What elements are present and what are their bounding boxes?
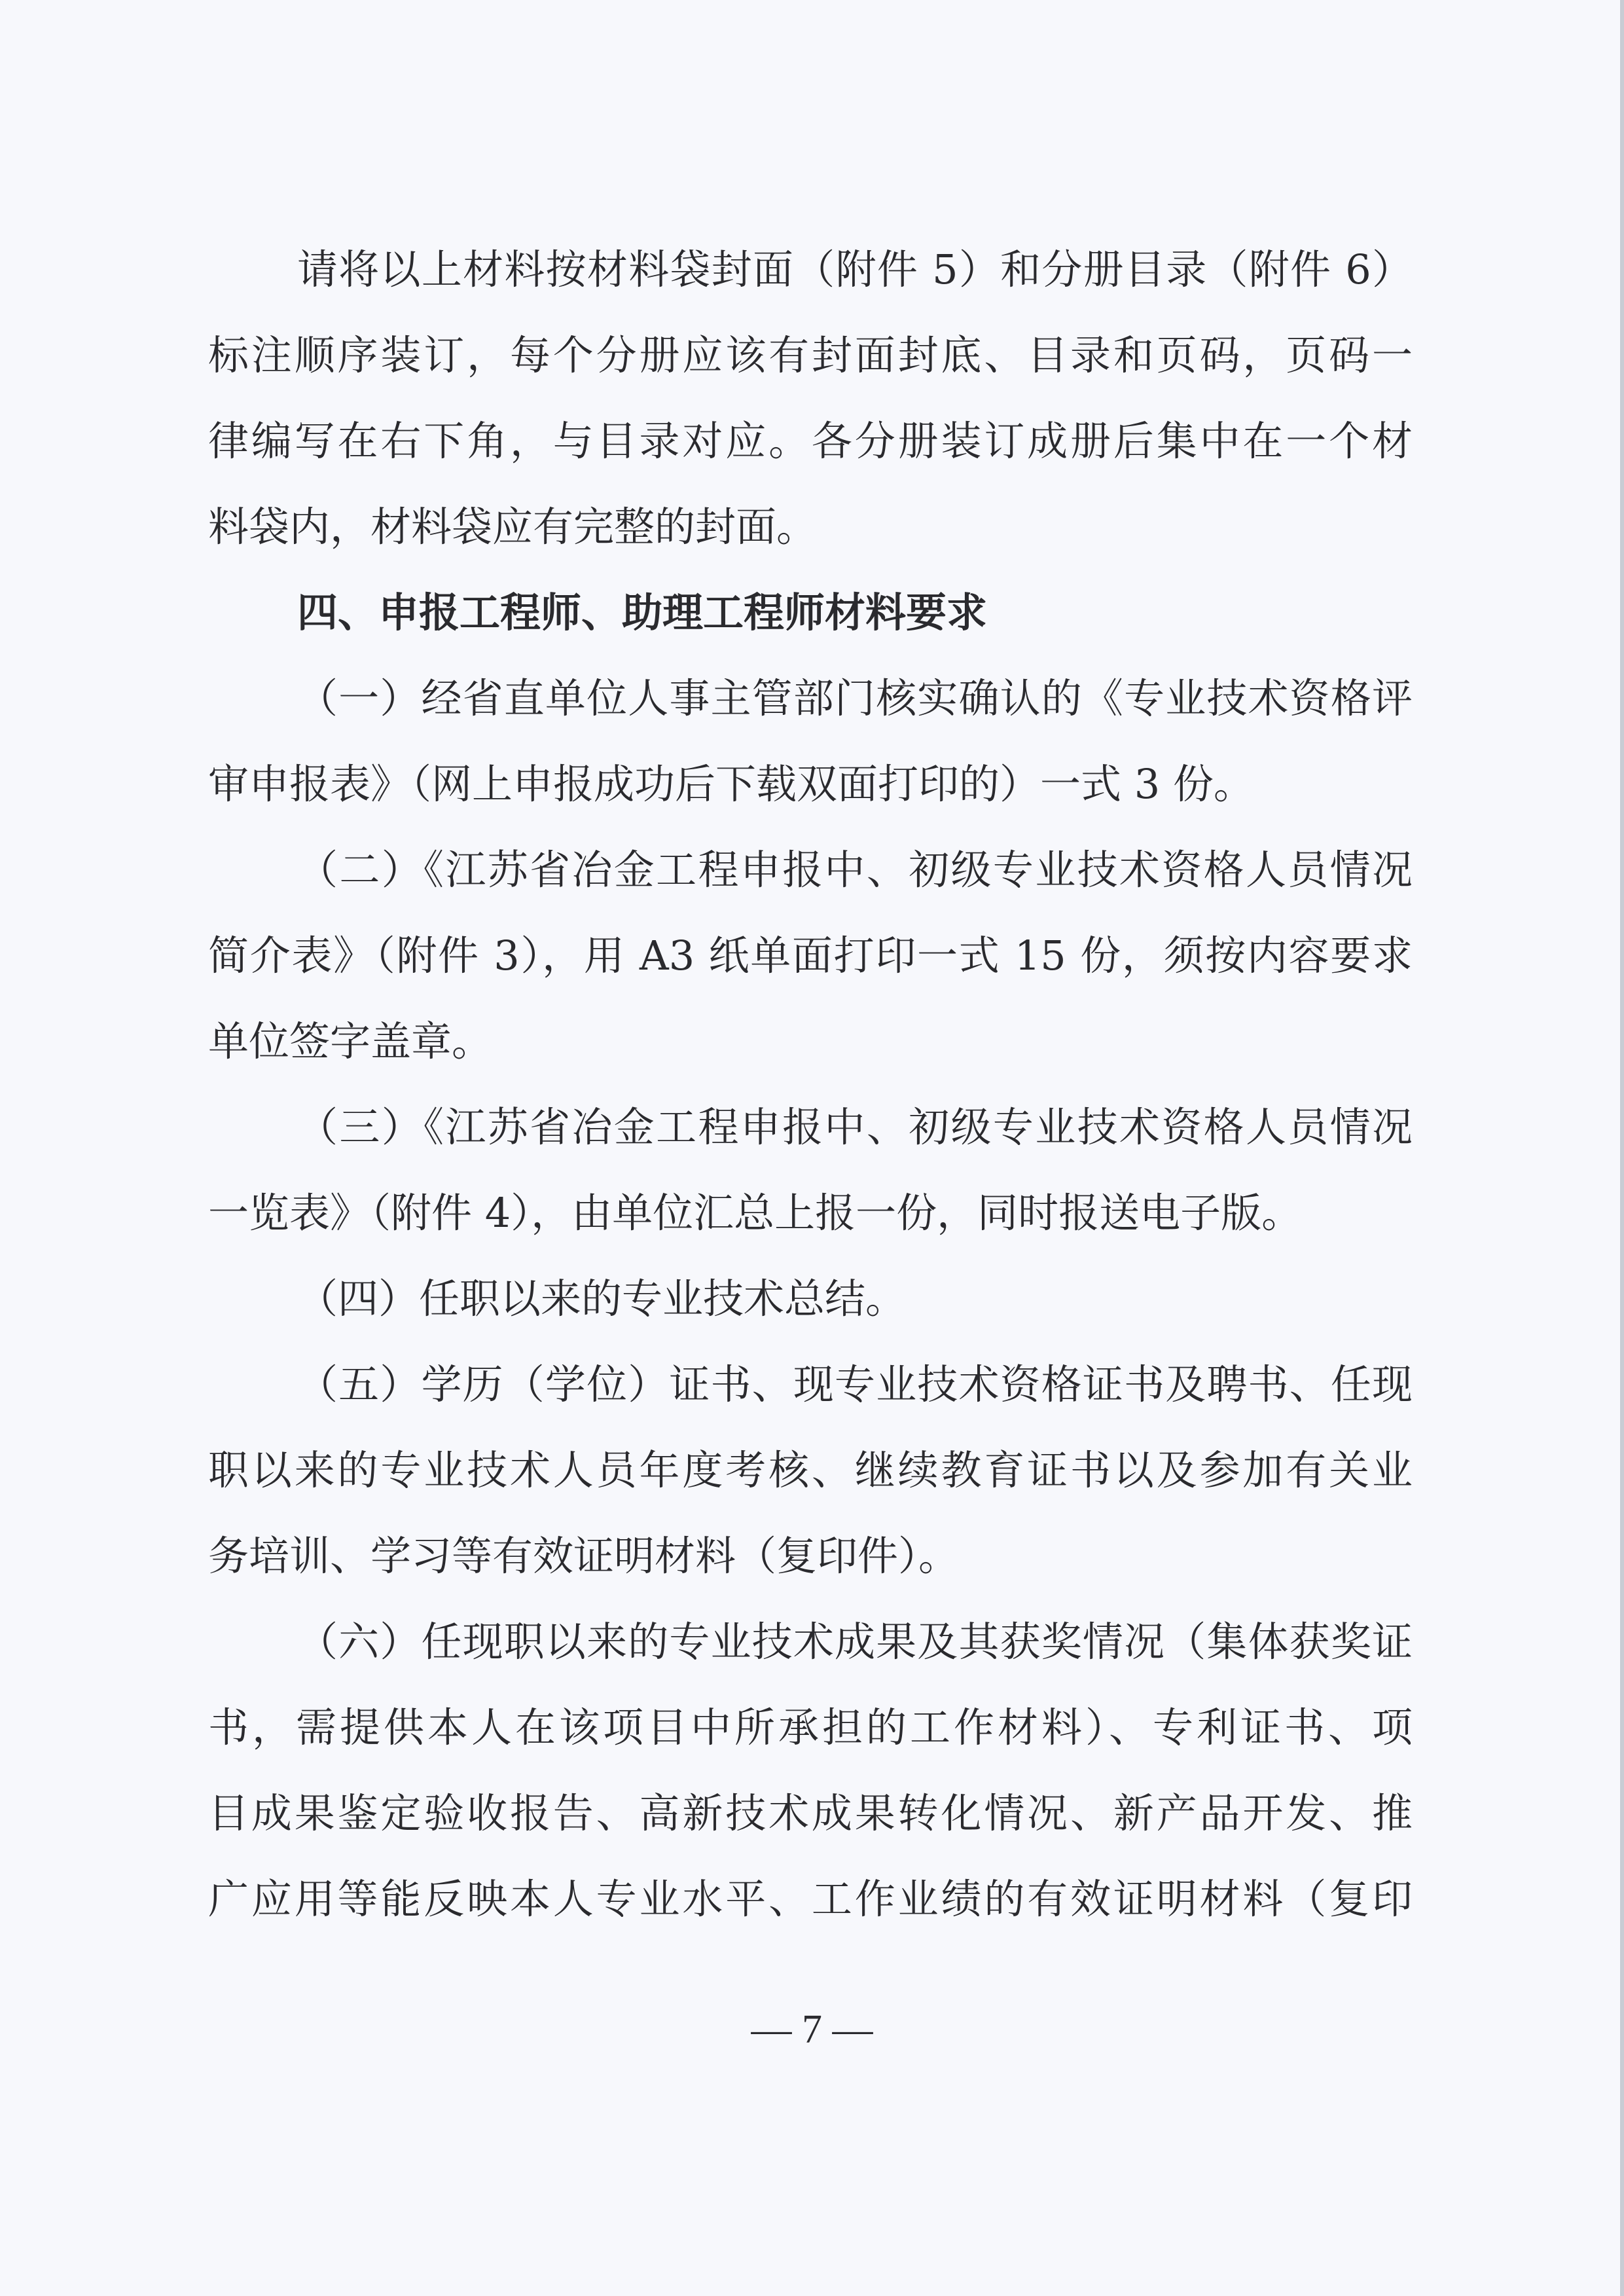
paragraph-line: 料袋内，材料袋应有完整的封面。 [208,503,818,551]
paragraph-line: （六）任现职以来的专业技术成果及其获奖情况（集体获奖证 [297,1618,1413,1666]
paragraph-line: 务培训、学习等有效证明材料（复印件）。 [208,1532,960,1580]
page-edge-divider [1620,0,1624,2296]
paragraph-line: （二）《江苏省冶金工程申报中、初级专业技术资格人员情况 [297,846,1413,894]
paragraph-line: 标注顺序装订，每个分册应该有封面封底、目录和页码，页码一 [208,331,1413,379]
paragraph-line: 目成果鉴定验收报告、高新技术成果转化情况、新产品开发、推 [208,1789,1413,1837]
section-heading: 四、申报工程师、助理工程师材料要求 [297,589,988,636]
paragraph-line: 职以来的专业技术人员年度考核、继续教育证书以及参加有关业 [208,1446,1413,1494]
paragraph-line: 一览表》（附件 4），由单位汇总上报一份，同时报送电子版。 [208,1189,1303,1237]
paragraph-line: 书，需提供本人在该项目中所承担的工作材料）、专利证书、项 [208,1704,1413,1751]
page-number: — 7 — [751,2007,873,2052]
paragraph-line: 单位签字盖章。 [208,1017,493,1065]
paragraph-line: （一）经省直单位人事主管部门核实确认的《专业技术资格评 [297,674,1413,722]
paragraph-line: 审申报表》（网上申报成功后下载双面打印的）一式 3 份。 [208,760,1254,808]
paragraph-line: 简介表》（附件 3），用 A3 纸单面打印一式 15 份，须按内容要求 [208,932,1413,979]
paragraph-line: （三）《江苏省冶金工程申报中、初级专业技术资格人员情况 [297,1103,1413,1151]
paragraph-line: （五）学历（学位）证书、现专业技术资格证书及聘书、任现 [297,1360,1413,1408]
paragraph-line: 请将以上材料按材料袋封面（附件 5）和分册目录（附件 6） [297,246,1413,293]
paragraph-line: 律编写在右下角，与目录对应。各分册装订成册后集中在一个材 [208,417,1413,465]
paragraph-line: （四）任职以来的专业技术总结。 [297,1275,907,1322]
paragraph-line: 广应用等能反映本人专业水平、工作业绩的有效证明材料（复印 [208,1875,1413,1923]
